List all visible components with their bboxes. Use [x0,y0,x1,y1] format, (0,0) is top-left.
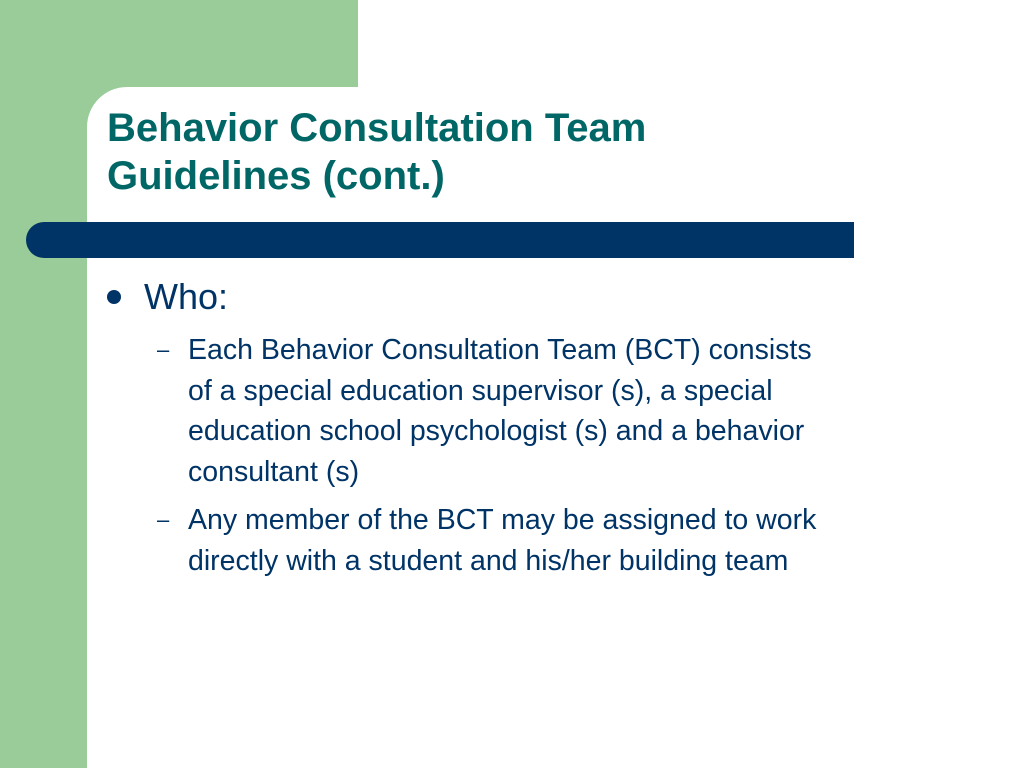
bullet-who-label: Who: [144,276,229,317]
sub-bullet-line: consultant (s) [188,455,360,488]
sub-bullet-line: education school psychologist (s) and a behavior [188,415,805,447]
bullet-dot-icon [107,290,121,304]
dash-bullet-icon: – [157,337,170,362]
dash-bullet-icon: – [157,507,170,532]
sub-bullet-team-composition [188,330,958,492]
title-line-2: Guidelines (cont.) [107,154,445,198]
sub-bullet-line: of a special education supervisor (s), a special [188,374,773,407]
title-line-1: Behavior Consultation Team [107,106,647,150]
sub-bullet-line: directly with a student and his/her building team [188,544,789,577]
sub-bullet-line: Each Behavior Consultation Team (BCT) consists [188,334,812,366]
sub-bullet-member-assignment [188,500,958,581]
sub-bullet-line: Any member of the BCT may be assigned to work [188,504,817,536]
